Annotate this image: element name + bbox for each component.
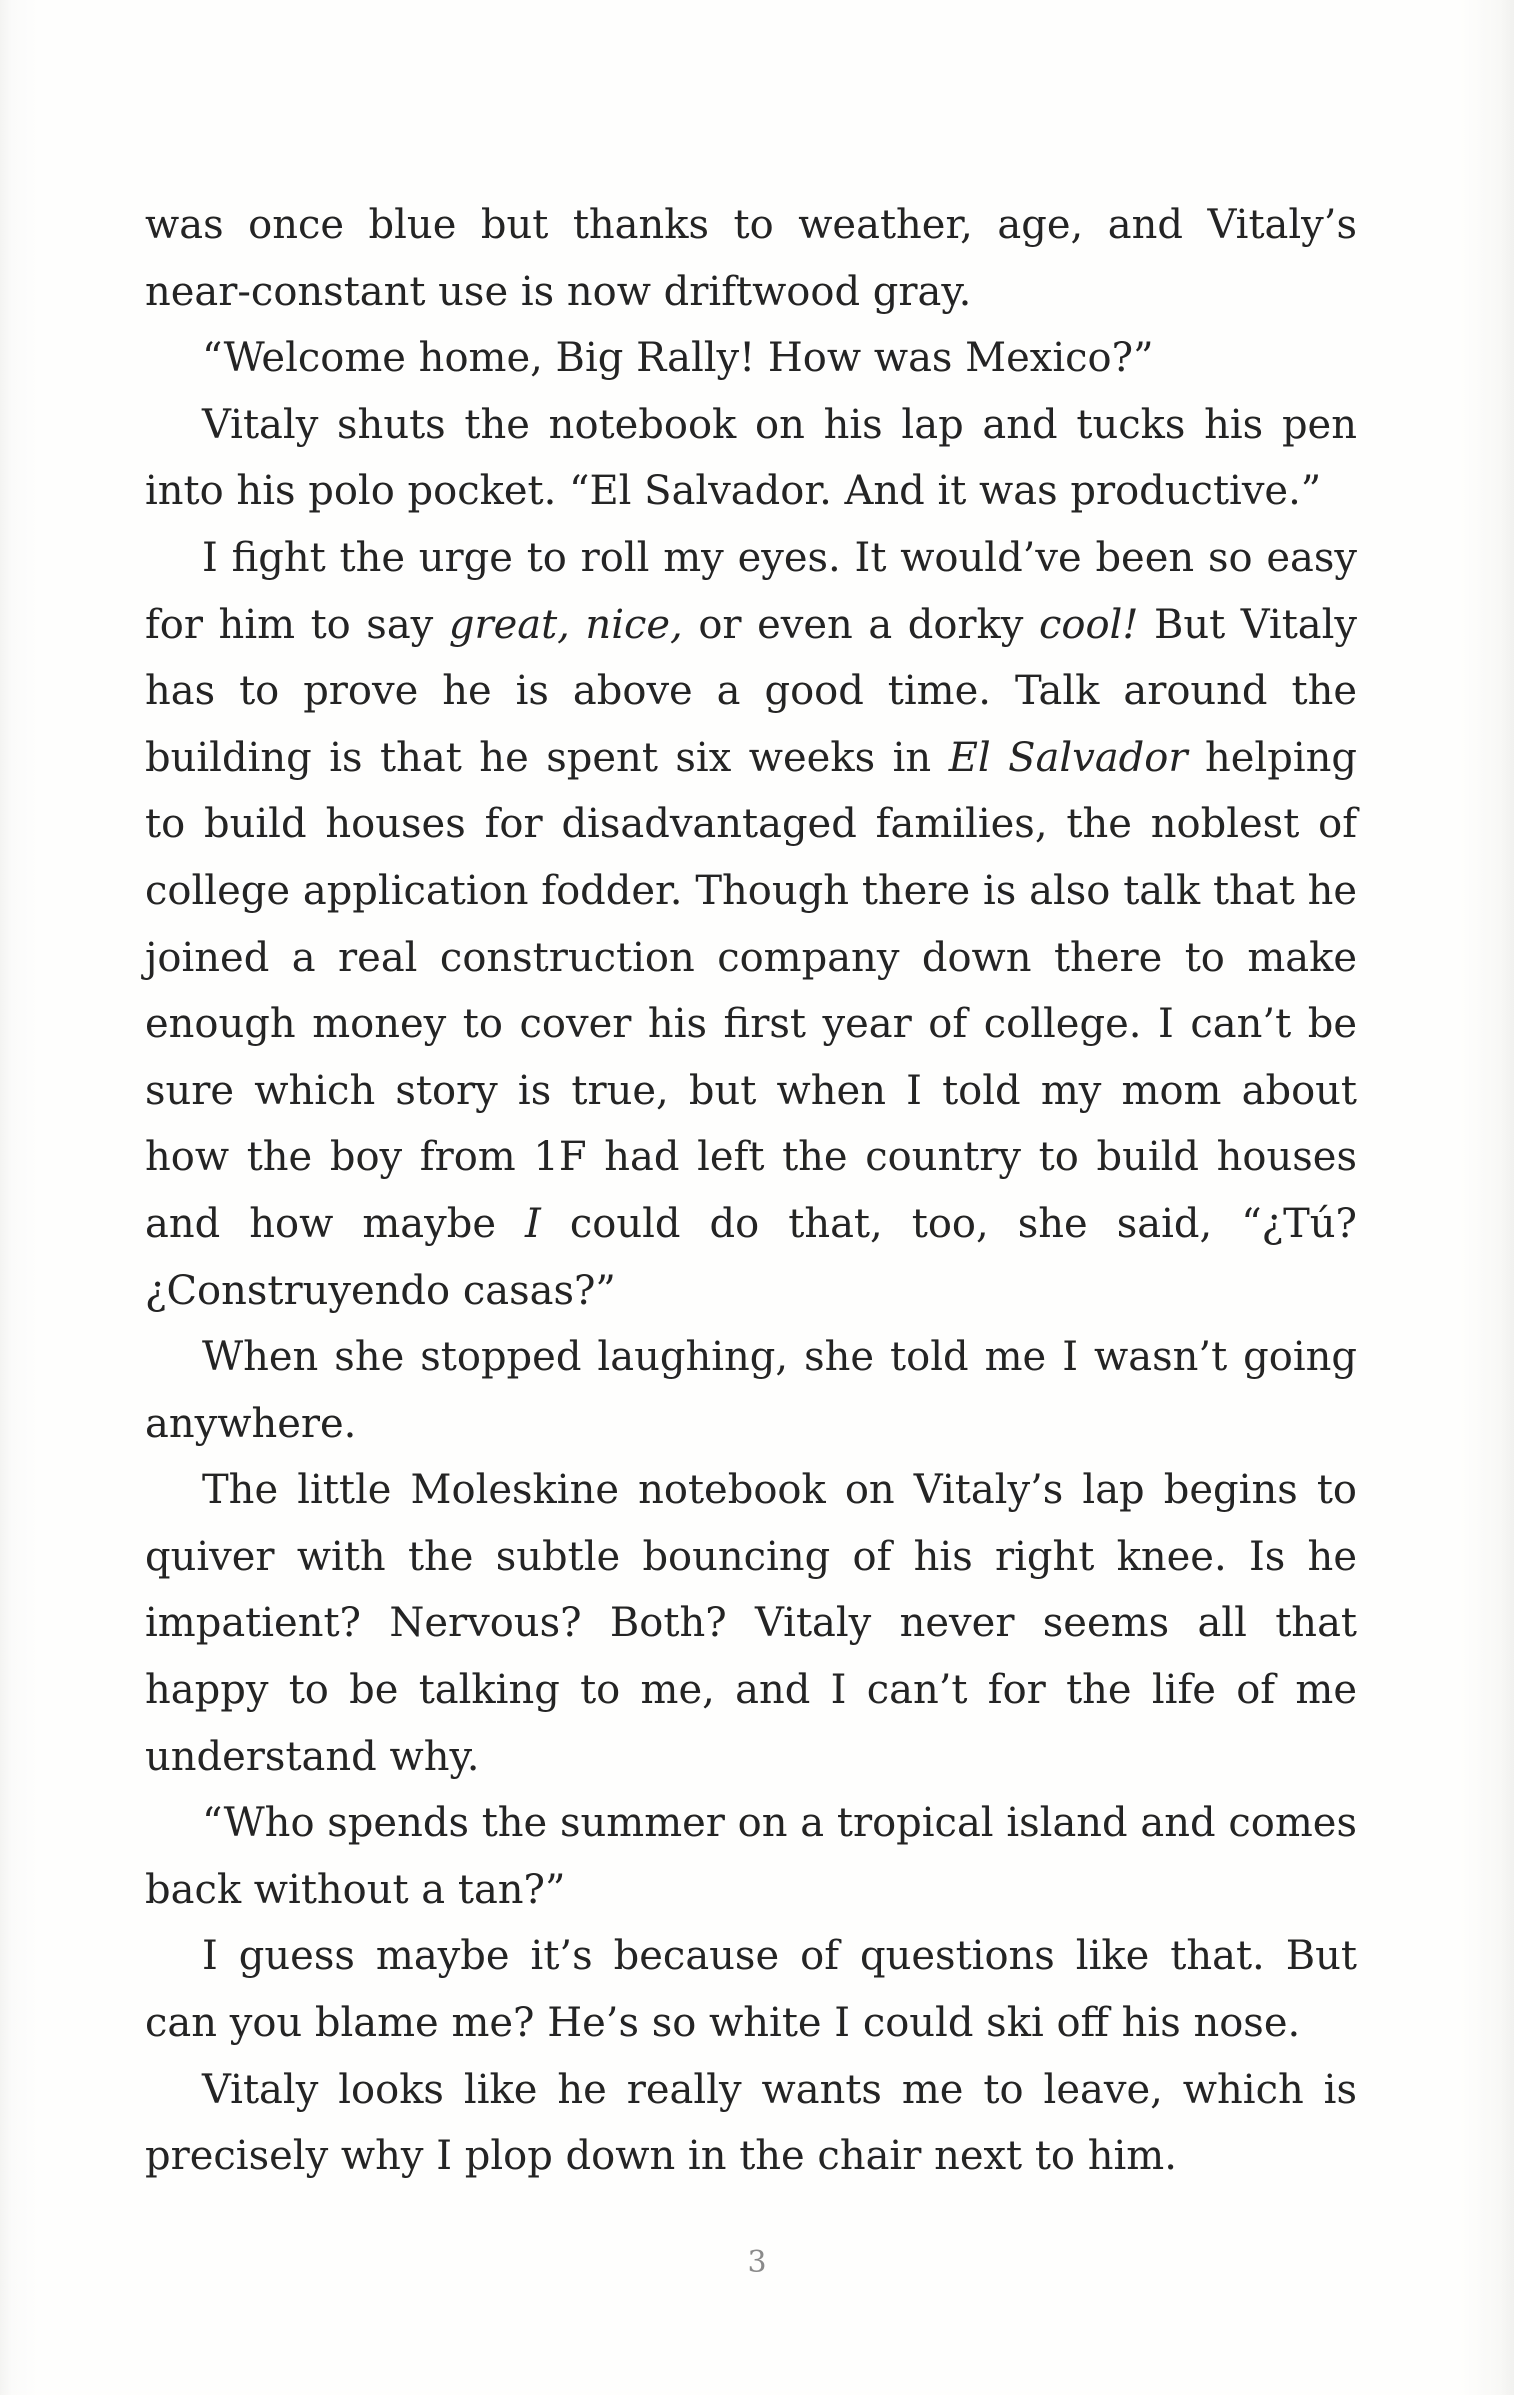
paragraph xyxy=(145,2057,1357,2190)
text-run: or even a dorky xyxy=(682,601,1039,648)
text-run: was once blue but thanks to weather, age, and Vitaly’s near-constant use is now driftwood gray. xyxy=(145,202,1357,315)
paragraph xyxy=(145,1790,1357,1923)
italic-text: El Salvador xyxy=(948,734,1188,781)
text-run: The little Moleskine notebook on Vitaly’s lap begins to quiver with the subtle bouncing of his right knee. Is he impatient? Nervous? Both? Vitaly never seems all that happy to be talking to me, and I can’t for the life of me understand why. xyxy=(145,1467,1357,1780)
text-run: “Who spends the summer on a tropical island and comes back without a tan?” xyxy=(145,1800,1357,1913)
text-run: I fight the urge to roll my eyes. It would’ve been so easy for him to say xyxy=(145,534,1357,648)
italic-text: great, nice, xyxy=(448,601,683,648)
italic-text: I xyxy=(525,1200,541,1247)
paragraph xyxy=(145,392,1357,525)
paragraph xyxy=(145,192,1357,325)
text-run: When she stopped laughing, she told me I wasn’t going anywhere. xyxy=(145,1334,1357,1447)
text-run: could do that, too, she said, “¿Tú? ¿Construyendo casas?” xyxy=(145,1200,1358,1314)
text-run: helping to build houses for disadvantaged families, the noblest of college application fodder. Though there is also talk that he joined a real construction company down there to make enough money to cover his first year of college. I can’t be sure which story is true, but when I told my mom about how the boy from 1F had left the country to build houses and how maybe xyxy=(145,734,1357,1247)
text-run: But Vitaly has to prove he is above a good time. Talk around the building is that he spent six weeks in xyxy=(145,601,1358,781)
text-run: Vitaly looks like he really wants me to leave, which is precisely why I plop down in the chair next to him. xyxy=(145,2066,1357,2180)
text-run: “Welcome home, Big Rally! How was Mexico?” xyxy=(202,335,1154,382)
paragraph xyxy=(145,1324,1357,1457)
paragraph xyxy=(145,1923,1357,2056)
text-run: Vitaly shuts the notebook on his lap and tucks his pen into his polo pocket. “El Salvador. And it was productive.” xyxy=(145,401,1357,515)
italic-text: cool! xyxy=(1038,601,1139,648)
body-text xyxy=(145,192,1357,2190)
paragraph xyxy=(145,325,1357,392)
page-number: 3 xyxy=(747,2245,767,2280)
paragraph xyxy=(145,525,1357,1324)
text-run: I guess maybe it’s because of questions like that. But can you blame me? He’s so white I could ski off his nose. xyxy=(145,1933,1357,2047)
paragraph xyxy=(145,1457,1357,1790)
